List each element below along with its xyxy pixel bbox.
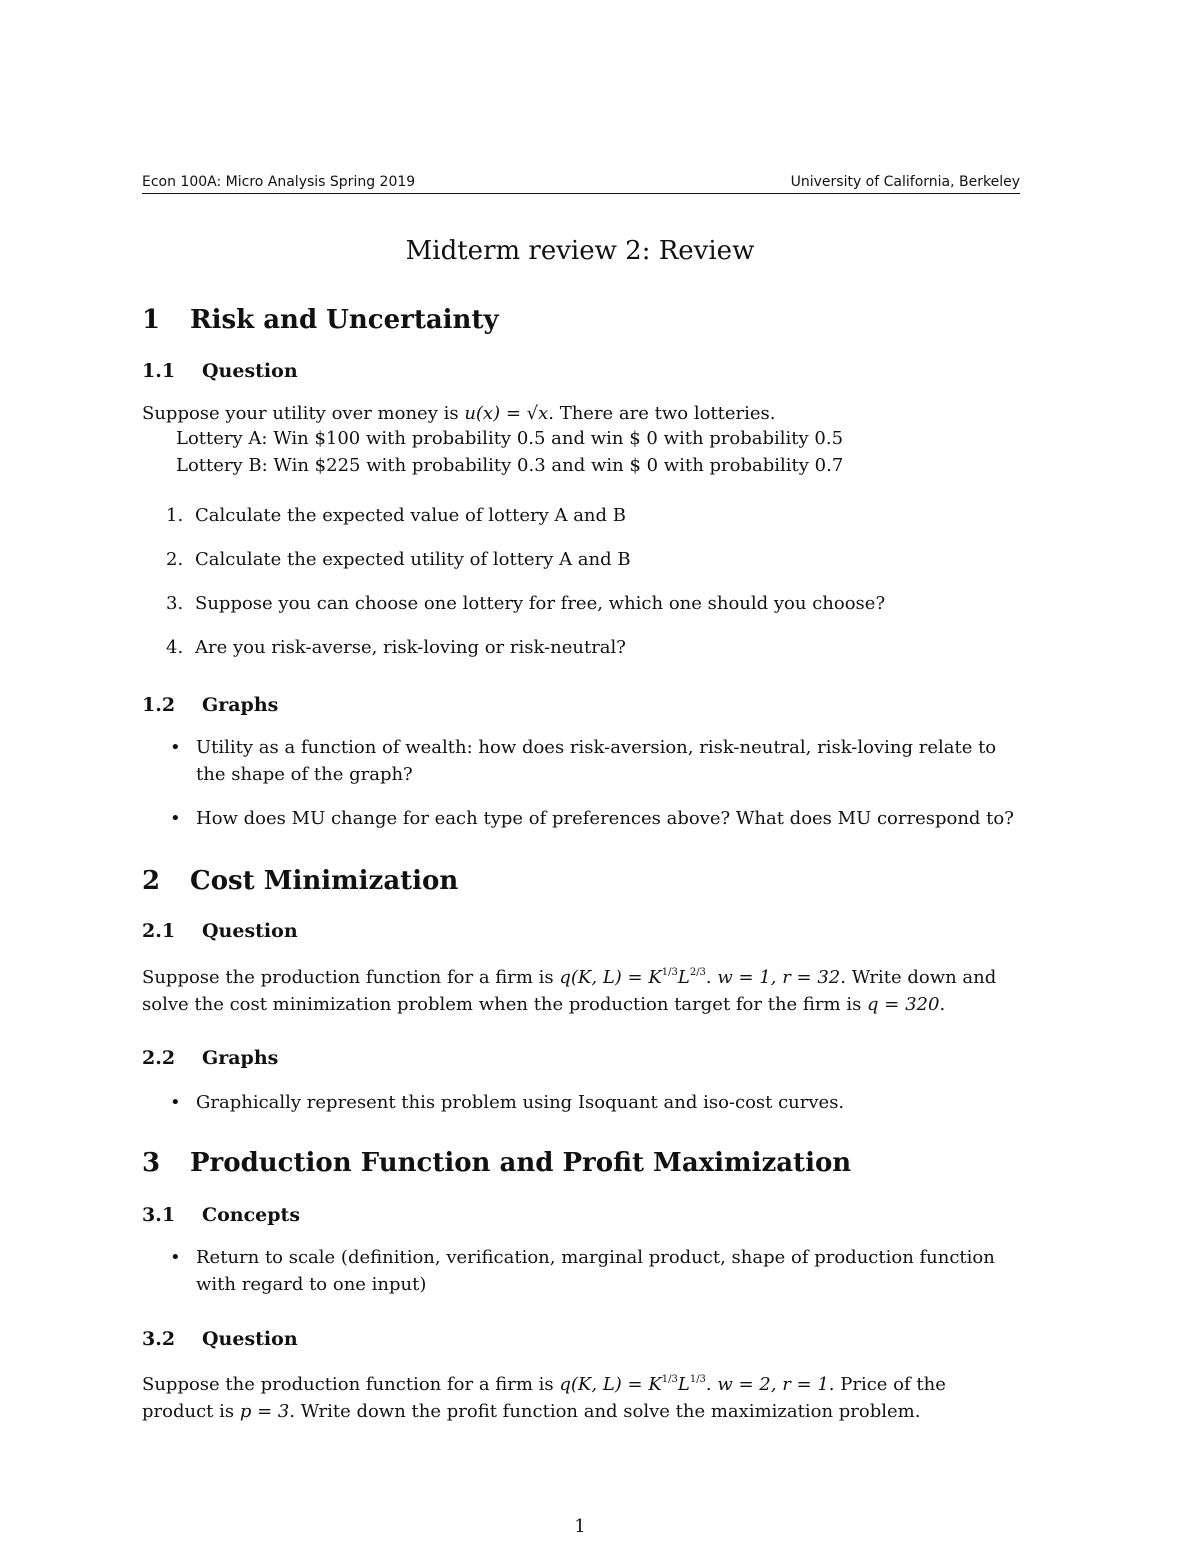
subsection-number: 1.1 [142, 360, 176, 382]
lottery-b: Lottery B: Win $225 with probability 0.3 and win $ 0 with probability 0.7 [176, 455, 844, 476]
subsection-3-2-heading: 3.2 Question [142, 1328, 298, 1350]
subsection-1-2-heading: 1.2 Graphs [142, 694, 279, 716]
utility-intro: Suppose your utility over money is u(x) = √x. There are two lotteries. [142, 403, 776, 424]
bullet-item: • How does MU change for each type of preferences above? What does MU correspond to? [170, 805, 1022, 832]
utility-formula: u(x) = √x [464, 403, 549, 424]
section-title: Risk and Uncertainty [190, 305, 499, 335]
subsection-2-2-heading: 2.2 Graphs [142, 1047, 279, 1069]
list-item: 3. Suppose you can choose one lottery for free, which one should you choose? [166, 593, 886, 614]
section-number: 1 [142, 305, 161, 335]
bullet-item: • Utility as a function of wealth: how does risk-aversion, risk-neutral, risk-loving relate to the shape of the graph? [170, 734, 1022, 788]
subsection-3-1-heading: 3.1 Concepts [142, 1204, 301, 1226]
bullet-item: • Graphically represent this problem using Isoquant and iso-cost curves. [170, 1089, 1022, 1116]
bullet-icon: • [170, 1092, 181, 1113]
list-item: 4. Are you risk-averse, risk-loving or risk-neutral? [166, 637, 626, 658]
subsection-title: Question [202, 360, 298, 382]
bullet-icon: • [170, 1247, 181, 1268]
document-title: Midterm review 2: Review [405, 236, 755, 266]
profit-max-question: Suppose the production function for a firm is q(K, $L) = K^{1/3}L^{1/3}$. w = 2, r = 1. Price of the product is p = 3. Write down the profit function and solve the maximization problem. [142, 1374, 946, 1422]
section-2-heading: 2 Cost Minimization [142, 866, 459, 896]
list-item: 1. Calculate the expected value of lottery A and B [166, 505, 626, 526]
bullet-icon: • [170, 737, 181, 758]
page-number: 1 [574, 1516, 586, 1537]
lottery-a: Lottery A: Win $100 with probability 0.5 and win $ 0 with probability 0.5 [176, 428, 844, 449]
running-header [142, 172, 1020, 194]
bullet-item: • Return to scale (definition, verification, marginal product, shape of production function with regard to one input) [170, 1244, 1022, 1298]
list-item: 2. Calculate the expected utility of lottery A and B [166, 549, 631, 570]
bullet-icon: • [170, 808, 181, 829]
section-3-heading: 3 Production Function and Profit Maximization [142, 1148, 852, 1178]
header-university: University of California, Berkeley [790, 174, 1020, 190]
section-1-heading [142, 305, 499, 335]
cost-min-question: Suppose the production function for a firm is q(K, $L) = K^{1/3}L^{2/3}$. w = 1, r = 32. Write down and solve the cost minimization problem when the production target for the firm is q = 320. [142, 967, 997, 1015]
subsection-1-1-heading [142, 360, 298, 382]
subsection-2-1-heading: 2.1 Question [142, 920, 298, 942]
header-course: Econ 100A: Micro Analysis Spring 2019 [142, 174, 416, 190]
